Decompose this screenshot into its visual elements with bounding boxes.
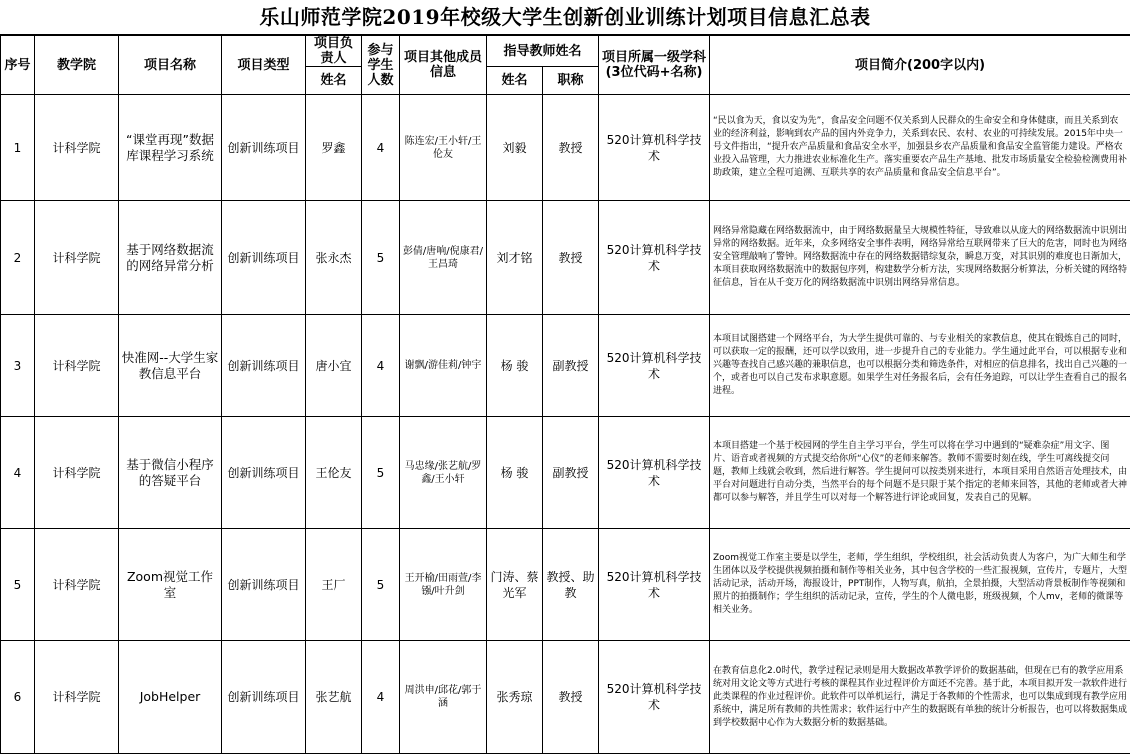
table-row xyxy=(1,529,1130,641)
cell-college: 计科学院 xyxy=(35,641,119,754)
cell-intro: 本项目试图搭建一个网络平台，为大学生提供可靠的、与专业相关的家教信息，使其在锻炼自己的同时，可以获取一定的报酬，还可以学以致用，进一步提升自己的专业能力。学生通过此平台，可以根据专业和兴趣等查找自己感兴趣的兼职信息，也可以根据分类和筛选条件，对相应的信息排名，找出自己兴趣的一个，或者也可以自己发布求职意愿。如果学生对任务报名后，会有任务追踪，可以让学生查看自己的报名进程。 xyxy=(710,315,1130,417)
header-advisor-title: 职称 xyxy=(543,67,599,95)
cell-leader: 罗鑫 xyxy=(306,95,362,201)
cell-seq: 4 xyxy=(1,417,35,529)
header-participants: 参与学生人数 xyxy=(362,36,400,95)
cell-project-name: Zoom视觉工作室 xyxy=(119,529,222,641)
cell-advisor-title: 教授 xyxy=(543,641,599,754)
cell-members: 谢飘/游佳莉/钟宇 xyxy=(400,315,487,417)
cell-advisor: 门涛、蔡光军 xyxy=(487,529,543,641)
cell-members: 彭倩/唐响/倪康君/王昌琦 xyxy=(400,201,487,315)
cell-intro: 在教育信息化2.0时代，教学过程记录则是用大数据改革教学评价的数据基础，但现在已有的教学应用系统对用文论文等方式进行考核的课程其作业过程评价方面还不完善。基于此，本项目拟开发一款软件进行此类课程的作业过程评价。此软件可以单机运行，满足于各教师的个性需求，也可以集成到现有教学应用系统中，满足所有教师的共性需求；软件运行中产生的数据既有单独的统计分析报告，也可以将数据集成到学校数据中心作为大数据分析的数据基础。 xyxy=(710,641,1130,754)
cell-project-type: 创新训练项目 xyxy=(222,95,306,201)
table-row xyxy=(1,417,1130,529)
cell-project-type: 创新训练项目 xyxy=(222,641,306,754)
cell-advisor: 张秀琼 xyxy=(487,641,543,754)
cell-members: 陈连宏/王小轩/王伦友 xyxy=(400,95,487,201)
header-discipline: 项目所属一级学科(3位代码+名称) xyxy=(599,36,710,95)
cell-advisor: 刘才铭 xyxy=(487,201,543,315)
cell-project-name: 基于微信小程序的答疑平台 xyxy=(119,417,222,529)
cell-seq: 5 xyxy=(1,529,35,641)
cell-discipline: 520计算机科学技术 xyxy=(599,315,710,417)
header-leader-name: 姓名 xyxy=(306,67,362,95)
cell-count: 5 xyxy=(362,529,400,641)
cell-leader: 王厂 xyxy=(306,529,362,641)
cell-college: 计科学院 xyxy=(35,529,119,641)
cell-project-name: JobHelper xyxy=(119,641,222,754)
header-row-1 xyxy=(1,36,1130,67)
cell-college: 计科学院 xyxy=(35,95,119,201)
cell-seq: 2 xyxy=(1,201,35,315)
cell-leader: 唐小宜 xyxy=(306,315,362,417)
cell-members: 王开榆/田雨萱/李镪/叶升剑 xyxy=(400,529,487,641)
cell-advisor-title: 副教授 xyxy=(543,417,599,529)
cell-discipline: 520计算机科学技术 xyxy=(599,417,710,529)
cell-count: 5 xyxy=(362,417,400,529)
cell-college: 计科学院 xyxy=(35,315,119,417)
cell-members: 马忠缘/张艺航/罗鑫/王小轩 xyxy=(400,417,487,529)
cell-advisor: 刘毅 xyxy=(487,95,543,201)
cell-count: 5 xyxy=(362,201,400,315)
cell-members: 周洪申/邱花/郭于涵 xyxy=(400,641,487,754)
cell-seq: 6 xyxy=(1,641,35,754)
header-leader: 项目负责人 xyxy=(306,36,362,67)
header-advisor: 指导教师姓名 xyxy=(487,36,599,67)
cell-intro: 网络异常隐藏在网络数据流中，由于网络数据量呈大规模性特征，导致难以从庞大的网络数据流中识别出异常的网络数据。近年来，众多网络安全事件表明，网络异常给互联网带来了巨大的危害，同时也为网络安全管理敲响了警钟。网络数据流中存在的网络数据错综复杂，瞬息万变，对其识别的难度也日渐加大，本项目获取网络数据流中的数据包序列，构建数学分析方法，实现网络数据分析算法，分析关键的网络特征信息，旨在从千变万化的网络数据流中识别出网络异常信息。 xyxy=(710,201,1130,315)
cell-project-name: 基于网络数据流的网络异常分析 xyxy=(119,201,222,315)
header-college: 教学院 xyxy=(35,36,119,95)
cell-intro: Zoom视觉工作室主要是以学生，老师，学生组织，学校组织，社会活动负责人为客户，为广大师生和学生团体以及学校提供视频拍摄和制作等相关业务，其中包含学校的一些汇报视频，宣传片，专题片，大型活动记录，活动开场，海报设计，PPT制作，人物写真，航拍，全景拍摄，大型活动背景板制作等视频和照片的拍摄制作；学生组织的活动记录，宣传，学生的个人微电影，班级视频，个人mv，老师的微课等相关业务。 xyxy=(710,529,1130,641)
cell-advisor-title: 教授 xyxy=(543,201,599,315)
cell-leader: 张艺航 xyxy=(306,641,362,754)
cell-project-type: 创新训练项目 xyxy=(222,315,306,417)
cell-project-name: “课堂再现”数据库课程学习系统 xyxy=(119,95,222,201)
cell-seq: 3 xyxy=(1,315,35,417)
cell-discipline: 520计算机科学技术 xyxy=(599,95,710,201)
header-project-type: 项目类型 xyxy=(222,36,306,95)
cell-advisor-title: 教授、助教 xyxy=(543,529,599,641)
cell-advisor: 杨 骏 xyxy=(487,417,543,529)
cell-advisor: 杨 骏 xyxy=(487,315,543,417)
header-seq: 序号 xyxy=(1,36,35,95)
table-row xyxy=(1,641,1130,754)
cell-leader: 张永杰 xyxy=(306,201,362,315)
cell-seq: 1 xyxy=(1,95,35,201)
table-row xyxy=(1,315,1130,417)
cell-intro: “民以食为天，食以安为先”，食品安全问题不仅关系到人民群众的生命安全和身体健康，而且关系到农业的经济利益，影响到农产品的国内外竞争力，关系到农民、农村、农业的可持续发展。2015年中央一号文件指出，“提升农产品质量和食品安全水平，加强县乡农产品质量和食品安全监管能力建设。严格农业投入品管理，大力推进农业标准化生产。落实重要农产品生产基地、批发市场质量安全检验检测费用补助政策，建立全程可追溯、互联共享的农产品质量和食品安全信息平台”。 xyxy=(710,95,1130,201)
cell-college: 计科学院 xyxy=(35,417,119,529)
cell-college: 计科学院 xyxy=(35,201,119,315)
header-intro: 项目简介(200字以内) xyxy=(710,36,1130,95)
cell-project-type: 创新训练项目 xyxy=(222,417,306,529)
cell-project-type: 创新训练项目 xyxy=(222,529,306,641)
project-table xyxy=(0,35,1130,754)
table-row xyxy=(1,201,1130,315)
header-members: 项目其他成员信息 xyxy=(400,36,487,95)
header-project-name: 项目名称 xyxy=(119,36,222,95)
cell-discipline: 520计算机科学技术 xyxy=(599,529,710,641)
page-title: 乐山师范学院2019年校级大学生创新创业训练计划项目信息汇总表 xyxy=(0,0,1130,35)
cell-advisor-title: 教授 xyxy=(543,95,599,201)
table-row xyxy=(1,95,1130,201)
cell-count: 4 xyxy=(362,95,400,201)
cell-project-name: 快准网--大学生家教信息平台 xyxy=(119,315,222,417)
cell-count: 4 xyxy=(362,641,400,754)
cell-project-type: 创新训练项目 xyxy=(222,201,306,315)
cell-leader: 王伦友 xyxy=(306,417,362,529)
cell-intro: 本项目搭建一个基于校园网的学生自主学习平台，学生可以将在学习中遇到的“疑难杂症”用文字、图片、语音或者视频的方式提交给你所“心仪”的老师来解答。教师不需要时刻在线，学生可离线提交问题，教师上线就会收到，然后进行解答。学生提问可以按类别来进行，本项目采用自然语言处理技术，由平台对问题进行自动分类，当然平台的每个问题不是只限于某个指定的老师来回答，其他的老师或者大神都可以参与解答，并且学生可以对每一个解答进行评论或回复，发表自己的见解。 xyxy=(710,417,1130,529)
cell-discipline: 520计算机科学技术 xyxy=(599,201,710,315)
cell-count: 4 xyxy=(362,315,400,417)
header-advisor-name: 姓名 xyxy=(487,67,543,95)
cell-advisor-title: 副教授 xyxy=(543,315,599,417)
cell-discipline: 520计算机科学技术 xyxy=(599,641,710,754)
